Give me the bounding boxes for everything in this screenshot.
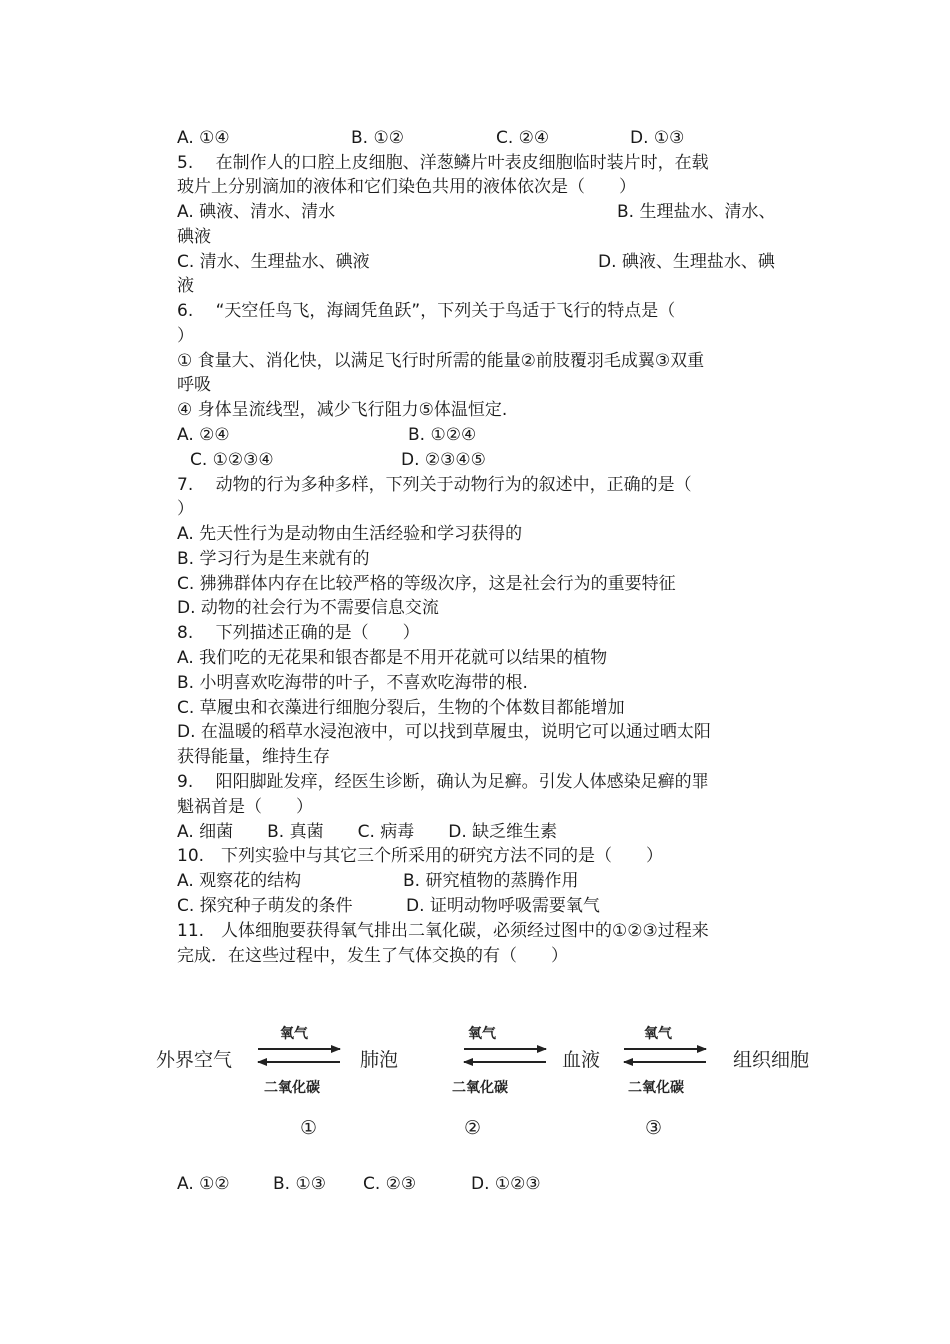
q8-option-a: A. 我们吃的无花果和银杏都是不用开花就可以结果的植物 <box>177 648 608 668</box>
q8-option-d: D. 在温暖的稻草水浸泡液中，可以找到草履虫，说明它可以通过晒太阳 <box>177 722 711 742</box>
node-outside-air: 外界空气 <box>156 1049 233 1071</box>
q6-stem-cont: ） <box>177 326 194 346</box>
q11-stem: 11. 人体细胞要获得氧气排出二氧化碳，必须经过图中的①②③过程来 <box>177 921 709 941</box>
q7-option-b: B. 学习行为是生来就有的 <box>177 549 370 569</box>
q11-option-d: D. ①②③ <box>471 1174 541 1194</box>
step-label-2: ② <box>464 1117 482 1139</box>
q10-option-c: C. 探究种子萌发的条件 <box>177 896 353 916</box>
q11-stem-cont: 完成．在这些过程中，发生了气体交换的有（ ） <box>177 946 568 966</box>
q11-option-b: B. ①③ <box>273 1174 326 1194</box>
q5-option-d-cont: 液 <box>177 276 194 296</box>
q5-option-a: A. 碘液、清水、清水 <box>177 202 336 222</box>
label-oxygen-3: 氧气 <box>644 1026 672 1042</box>
q5-stem: 5. 在制作人的口腔上皮细胞、洋葱鳞片叶表皮细胞临时装片时，在载 <box>177 153 709 173</box>
q6-option-a: A. ②④ <box>177 425 230 445</box>
q10-option-a: A. 观察花的结构 <box>177 871 302 891</box>
q6-item-1-cont: 呼吸 <box>177 375 211 395</box>
q6-option-c: C. ①②③④ <box>190 450 274 470</box>
node-blood: 血液 <box>562 1049 601 1071</box>
label-co2-1: 二氧化碳 <box>264 1080 320 1096</box>
q11-option-c: C. ②③ <box>363 1174 417 1194</box>
q10-option-b: B. 研究植物的蒸腾作用 <box>403 871 579 891</box>
q8-stem: 8. 下列描述正确的是（ ） <box>177 623 420 643</box>
q7-option-a: A. 先天性行为是动物由生活经验和学习获得的 <box>177 524 523 544</box>
q7-option-d: D. 动物的社会行为不需要信息交流 <box>177 598 439 618</box>
gas-exchange-diagram <box>150 1005 830 1155</box>
label-co2-2: 二氧化碳 <box>452 1080 508 1096</box>
q4-option-d: D. ①③ <box>630 128 685 148</box>
q6-option-b: B. ①②④ <box>408 425 477 445</box>
label-co2-3: 二氧化碳 <box>628 1080 684 1096</box>
step-label-1: ① <box>300 1117 318 1139</box>
q4-option-a: A. ①④ <box>177 128 230 148</box>
q7-stem-cont: ） <box>177 499 194 519</box>
q5-stem-cont: 玻片上分别滴加的液体和它们染色共用的液体依次是（ ） <box>177 177 636 197</box>
q5-option-b: B. 生理盐水、清水、 <box>617 202 776 222</box>
q9-stem: 9. 阳阳脚趾发痒，经医生诊断，确认为足癣。引发人体感染足癣的罪 <box>177 772 709 792</box>
step-label-3: ③ <box>645 1117 663 1139</box>
q7-option-c: C. 狒狒群体内存在比较严格的等级次序，这是社会行为的重要特征 <box>177 574 676 594</box>
q5-option-b-cont: 碘液 <box>177 227 211 247</box>
q11-option-a: A. ①② <box>177 1174 230 1194</box>
q4-option-c: C. ②④ <box>496 128 550 148</box>
q9-stem-cont: 魁祸首是（ ） <box>177 797 313 817</box>
node-tissue-cells: 组织细胞 <box>733 1049 810 1071</box>
q4-option-b: B. ①② <box>351 128 404 148</box>
node-alveoli: 肺泡 <box>360 1049 399 1071</box>
q6-item-1: ① 食量大、消化快，以满足飞行时所需的能量②前肢覆羽毛成翼③双重 <box>177 351 705 371</box>
q8-option-b: B. 小明喜欢吃海带的叶子，不喜欢吃海带的根. <box>177 673 528 693</box>
label-oxygen-1: 氧气 <box>280 1026 308 1042</box>
q8-option-d-cont: 获得能量，维持生存 <box>177 747 330 767</box>
q10-option-d: D. 证明动物呼吸需要氧气 <box>406 896 600 916</box>
q7-stem: 7. 动物的行为多种多样，下列关于动物行为的叙述中，正确的是（ <box>177 475 692 495</box>
q6-item-2: ④ 身体呈流线型，减少飞行阻力⑤体温恒定. <box>177 400 508 420</box>
q10-stem: 10. 下列实验中与其它三个所采用的研究方法不同的是（ ） <box>177 846 664 866</box>
q5-option-d: D. 碘液、生理盐水、碘 <box>598 252 775 272</box>
q5-option-c: C. 清水、生理盐水、碘液 <box>177 252 370 272</box>
q6-stem: 6. “天空任鸟飞，海阔凭鱼跃”，下列关于鸟适于飞行的特点是（ <box>177 301 676 321</box>
label-oxygen-2: 氧气 <box>468 1026 496 1042</box>
q6-option-d: D. ②③④⑤ <box>401 450 486 470</box>
q8-option-c: C. 草履虫和衣藻进行细胞分裂后，生物的个体数目都能增加 <box>177 698 625 718</box>
q9-options: A. 细菌 B. 真菌 C. 病毒 D. 缺乏维生素 <box>177 822 558 842</box>
